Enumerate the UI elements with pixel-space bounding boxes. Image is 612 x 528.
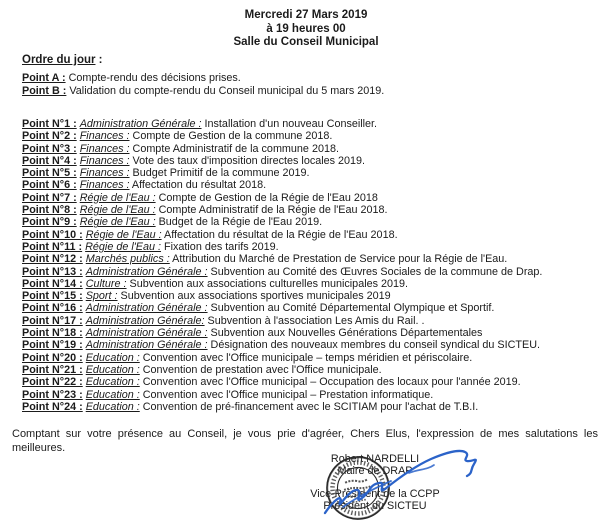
agenda-point: [22, 339, 606, 351]
point-category: Sport :: [85, 290, 118, 303]
point-category: Education :: [85, 363, 140, 376]
point-description: Budget de la Régie de l'Eau 2019.: [158, 216, 323, 229]
point-category: Culture :: [85, 277, 127, 290]
point-description: Budget Primitif de la commune 2019.: [132, 167, 310, 180]
point-description: Compte de Gestion de la commune 2018.: [132, 130, 333, 143]
agenda-point: [22, 204, 606, 216]
point-description: Convention de prestation avec l'Office municipale.: [142, 363, 382, 376]
point-description: Fixation des tarifs 2019.: [164, 240, 279, 253]
signature-block: [275, 453, 475, 512]
point-category: Education :: [85, 376, 140, 389]
point-description: Affectation du résultat 2018.: [131, 179, 267, 192]
meeting-time: à 19 heures 00: [266, 22, 346, 35]
point-label: Point B :: [22, 85, 67, 97]
agenda-point: [22, 72, 606, 85]
agenda-point: [22, 327, 606, 339]
signatory-title-president: Président du SICTEU: [323, 500, 427, 512]
point-category: Régie de l'Eau :: [79, 216, 156, 229]
point-label: Point N°3 :: [22, 142, 77, 155]
point-label: Point N°7 :: [22, 191, 77, 204]
agenda-point: [22, 364, 606, 376]
agenda-point: [22, 376, 606, 388]
point-label: Point N°21 :: [22, 363, 83, 376]
point-category: Administration Générale :: [79, 118, 202, 130]
point-label: Point N°2 :: [22, 130, 77, 143]
agenda-point: [22, 241, 606, 253]
point-category: Finances :: [79, 142, 130, 155]
point-category: Régie de l'Eau :: [79, 191, 156, 204]
point-description: Compte-rendu des décisions prises.: [68, 72, 241, 84]
meeting-location: Salle du Conseil Municipal: [233, 36, 379, 48]
agenda-points-list: [22, 118, 606, 413]
point-label: Point N°17 :: [22, 314, 83, 327]
point-category: Régie de l'Eau :: [85, 228, 162, 241]
agenda-point: [22, 302, 606, 314]
agenda-point: [22, 85, 606, 98]
point-label: Point N°4 :: [22, 154, 77, 167]
point-label: Point N°11 :: [22, 240, 83, 253]
point-description: Installation d'un nouveau Conseiller.: [204, 118, 378, 130]
agenda-point: [22, 389, 606, 401]
agenda-point: [22, 192, 606, 204]
point-description: Convention de pré-financement avec le SCITIAM pour l'achat de T.B.I.: [142, 400, 479, 413]
point-description: Subvention aux associations culturelles municipales 2019.: [129, 277, 409, 290]
agenda-title: [22, 54, 103, 66]
point-label: Point N°24 :: [22, 400, 83, 413]
agenda-point: [22, 278, 606, 290]
agenda-point: [22, 290, 606, 302]
point-category: Administration Générale:: [85, 314, 205, 327]
agenda-title-colon: :: [95, 54, 103, 66]
point-description: Désignation des nouveaux membres du conseil syndical du SICTEU.: [210, 339, 541, 352]
closing-paragraph: Comptant sur votre présence au Conseil, je vous prie d'agréer, Chers Elus, l'expression de mes salutations les meilleures.: [12, 428, 598, 454]
signatory-title-mayor: Maire de DRAP: [337, 465, 413, 477]
signatory-name: Robert NARDELLI: [330, 453, 420, 465]
point-description: Subvention aux associations sportives municipales 2019: [120, 290, 391, 303]
point-category: Marchés publics :: [85, 253, 170, 266]
agenda-point: [22, 315, 606, 327]
point-label: Point N°10 :: [22, 228, 83, 241]
point-label: Point N°14 :: [22, 277, 83, 290]
point-label: Point N°5 :: [22, 167, 77, 180]
agenda-point: [22, 167, 606, 179]
point-label: Point N°19 :: [22, 339, 83, 352]
point-description: Compte Administratif de la commune 2018.: [132, 142, 339, 155]
meeting-date: Mercredi 27 Mars 2019: [244, 9, 368, 21]
agenda-point: [22, 229, 606, 241]
point-category: Administration Générale :: [85, 302, 208, 315]
point-description: Validation du compte-rendu du Conseil municipal du 5 mars 2019.: [69, 85, 385, 97]
point-category: Education :: [85, 388, 140, 401]
agenda-point: [22, 155, 606, 167]
point-description: Convention avec l'Office municipale – temps méridien et périscolaire.: [142, 351, 473, 364]
agenda-point: [22, 266, 606, 278]
point-label: Point N°16 :: [22, 302, 83, 315]
signatory-title-vice-president: Vice-Président de la CCPP: [310, 488, 440, 500]
point-category: Finances :: [79, 179, 130, 192]
point-category: Administration Générale :: [85, 327, 208, 340]
point-category: Administration Générale :: [85, 265, 208, 278]
point-label: Point N°13 :: [22, 265, 83, 278]
agenda-title-text: Ordre du jour: [22, 54, 96, 66]
agenda-point: [22, 130, 606, 142]
point-description: Subvention à l'association Les Amis du Rail. .: [207, 314, 425, 327]
point-label: Point N°6 :: [22, 179, 77, 192]
agenda-point: [22, 118, 606, 130]
point-description: Affectation du résultat de la Régie de l'Eau 2018.: [164, 228, 398, 241]
point-description: Compte de Gestion de la Régie de l'Eau 2018: [158, 191, 378, 204]
point-label: Point N°20 :: [22, 351, 83, 364]
point-category: Education :: [85, 400, 140, 413]
point-label: Point N°1 :: [22, 118, 77, 130]
point-category: Finances :: [79, 130, 130, 143]
point-category: Finances :: [79, 167, 130, 180]
point-category: Régie de l'Eau :: [79, 204, 156, 217]
point-label: Point A :: [22, 72, 66, 84]
point-label: Point N°22 :: [22, 376, 83, 389]
point-category: Education :: [85, 351, 140, 364]
point-label: Point N°23 :: [22, 388, 83, 401]
preliminary-points-list: [22, 72, 606, 98]
agenda-point: [22, 216, 606, 228]
point-label: Point N°15 :: [22, 290, 83, 303]
point-description: Subvention au Comité Départemental Olympique et Sportif.: [210, 302, 495, 315]
agenda-point: [22, 143, 606, 155]
point-label: Point N°18 :: [22, 327, 83, 340]
agenda-point: [22, 179, 606, 191]
point-description: Compte Administratif de la Régie de l'Eau 2018.: [158, 204, 388, 217]
point-category: Finances :: [79, 154, 130, 167]
point-category: Régie de l'Eau :: [85, 240, 162, 253]
point-label: Point N°12 :: [22, 253, 83, 266]
signature-spacer: [275, 477, 475, 488]
agenda-point: [22, 253, 606, 265]
point-description: Vote des taux d'imposition directes locales 2019.: [132, 154, 366, 167]
point-description: Subvention au Comité des Œuvres Sociales de la commune de Drap.: [210, 265, 543, 278]
agenda-point: [22, 352, 606, 364]
point-description: Attribution du Marché de Prestation de Service pour la Régie de l'Eau.: [172, 253, 508, 266]
meeting-header: [0, 9, 612, 50]
point-label: Point N°8 :: [22, 204, 77, 217]
agenda-point: [22, 401, 606, 413]
point-description: Convention avec l'Office municipal – Occupation des locaux pour l'année 2019.: [142, 376, 521, 389]
point-category: Administration Générale :: [85, 339, 208, 352]
point-label: Point N°9 :: [22, 216, 77, 229]
point-description: Convention avec l'Office municipal – Prestation informatique.: [142, 388, 434, 401]
point-description: Subvention aux Nouvelles Générations Départementales: [210, 327, 483, 340]
